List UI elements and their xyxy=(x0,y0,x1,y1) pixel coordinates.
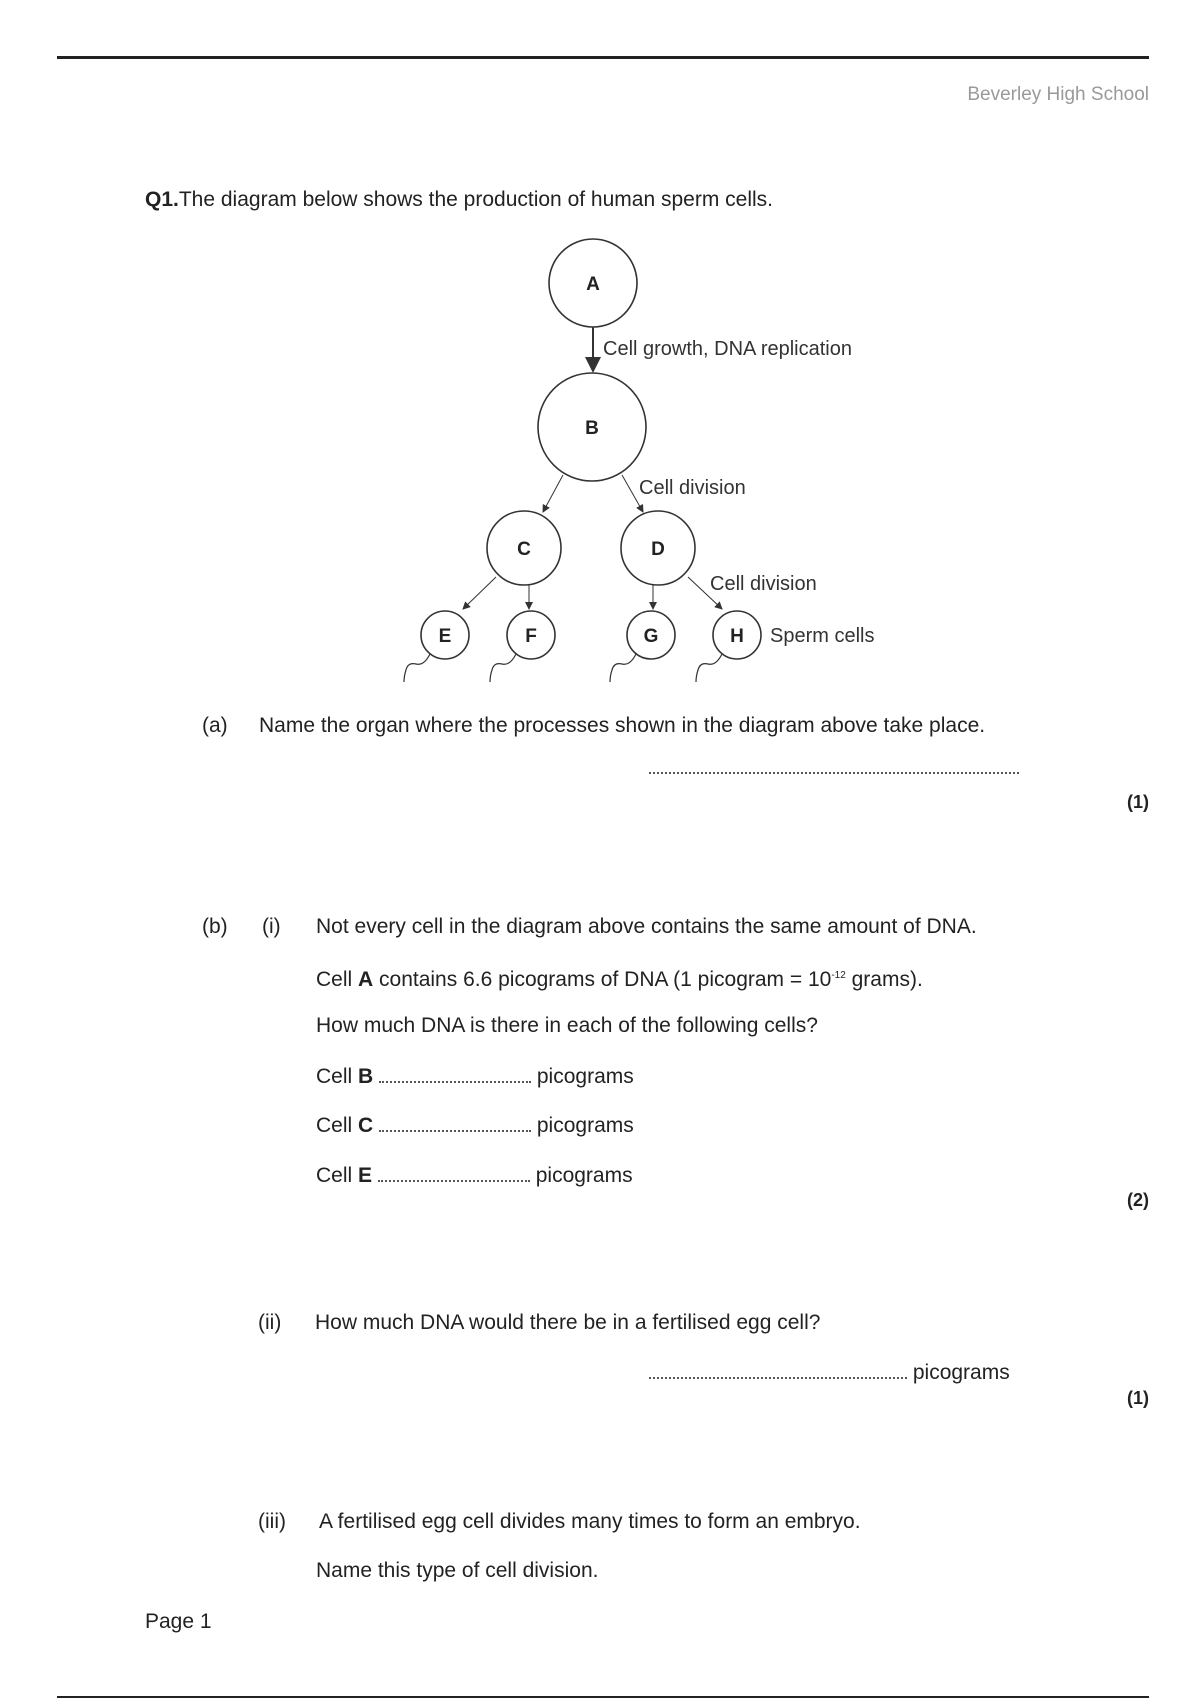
sperm-production-diagram xyxy=(0,0,1200,700)
part-b-ii-label: (ii) xyxy=(258,1311,282,1334)
tail-h xyxy=(696,654,722,682)
part-b-ii-marks: (1) xyxy=(1127,1388,1149,1408)
part-b-i-info: Cell A contains 6.6 picograms of DNA (1 picogram = $10^{-12}$ grams). xyxy=(316,968,923,991)
cell-d-label: D xyxy=(651,539,665,560)
arrow-c-e xyxy=(463,577,496,609)
cell-e-label: E xyxy=(438,626,452,647)
part-a-marks: (1) xyxy=(1127,792,1149,812)
cell-a-label: A xyxy=(586,274,600,295)
footer-rule xyxy=(57,1696,1149,1698)
arrow-b-c xyxy=(543,475,563,512)
part-a-answer-line[interactable] xyxy=(649,772,1019,774)
part-b-iii-question: Name this type of cell division. xyxy=(316,1559,599,1582)
part-b-label: (b) xyxy=(202,915,228,938)
answer-line-e[interactable] xyxy=(378,1164,530,1182)
tail-e xyxy=(404,654,430,682)
part-b-iii-text: A fertilised egg cell divides many times to form an embryo. xyxy=(319,1510,861,1533)
cell-g-label: G xyxy=(643,626,659,647)
part-b-ii-text: How much DNA would there be in a fertilised egg cell? xyxy=(315,1311,821,1334)
label-division-1: Cell division xyxy=(639,477,746,499)
cell-b-label: B xyxy=(585,418,599,439)
cell-c-label: C xyxy=(517,539,531,560)
answer-line-b[interactable] xyxy=(379,1065,531,1083)
answer-row-c: Cell C picograms xyxy=(316,1114,634,1137)
cell-f-label: F xyxy=(525,626,537,647)
part-b-i-label: (i) xyxy=(262,915,281,938)
school-name: Beverley High School xyxy=(967,84,1149,105)
part-b-i-text: Not every cell in the diagram above contains the same amount of DNA. xyxy=(316,915,977,938)
answer-row-b: Cell B picograms xyxy=(316,1065,634,1088)
part-b-i-question: How much DNA is there in each of the following cells? xyxy=(316,1014,818,1037)
answer-line-c[interactable] xyxy=(379,1114,531,1132)
part-b-ii-answer-line[interactable] xyxy=(649,1361,907,1379)
answer-row-e: Cell E picograms xyxy=(316,1164,633,1187)
part-b-iii-label: (iii) xyxy=(258,1510,286,1533)
label-sperm-cells: Sperm cells xyxy=(770,625,875,647)
tail-f xyxy=(490,654,516,682)
intro-text: The diagram below shows the production of human sperm cells. xyxy=(178,188,773,211)
part-a-text: Name the organ where the processes shown in the diagram above take place. xyxy=(259,714,986,737)
page-number: Page 1 xyxy=(145,1610,212,1633)
cell-h-label: H xyxy=(730,626,744,647)
tail-g xyxy=(610,654,636,682)
part-a-label: (a) xyxy=(202,714,228,737)
label-division-2: Cell division xyxy=(710,573,817,595)
label-growth: Cell growth, DNA replication xyxy=(603,338,852,360)
part-b-ii-answer: picograms xyxy=(649,1361,1010,1385)
part-b-i-marks: (2) xyxy=(1127,1190,1149,1210)
question-number: Q1. xyxy=(145,188,179,211)
